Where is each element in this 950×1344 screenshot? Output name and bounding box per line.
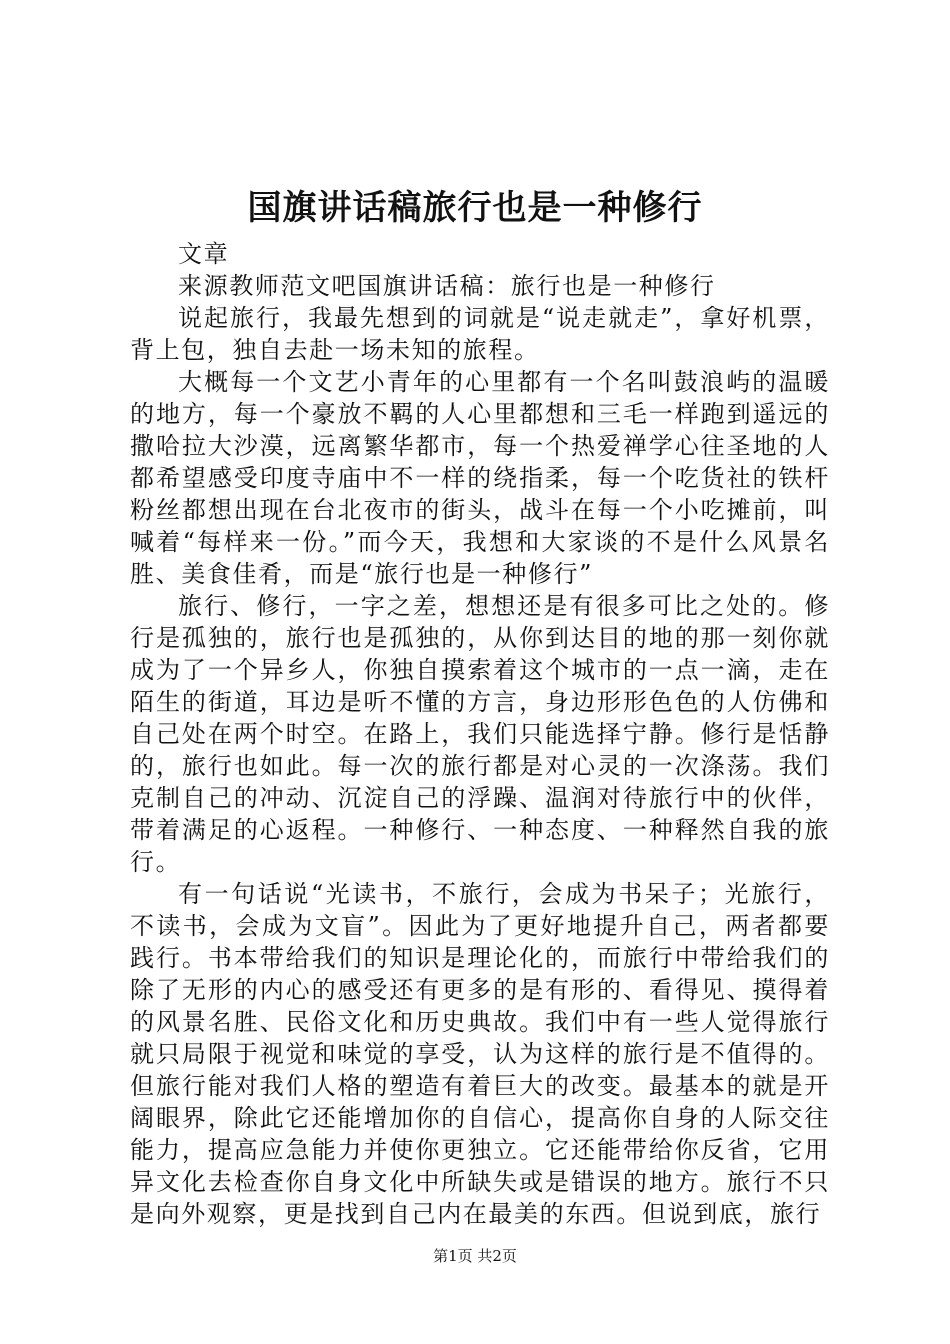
document-body (130, 238, 830, 1230)
paragraph-2: 来源教师范文吧国旗讲话稿：旅行也是一种修行 (178, 272, 716, 300)
paragraph-1: 文章 (178, 240, 230, 268)
page-number-footer: 第1页 共2页 (433, 1247, 517, 1265)
paragraph-4: 大概每一个文艺小青年的心里都有一个名叫鼓浪屿的温暖的地方，每一个豪放不羁的人心里都想和三毛一样跑到遥远的撒哈拉大沙漠，远离繁华都市，每一个热爱禅学心往圣地的人都希望感受印度寺庙中不一样的绕指柔，每一个吃货社的铁杆粉丝都想出现在台北夜市的街头，战斗在每一个小吃摊前，叫喊着“每样来一份。”而今天，我想和大家谈的不是什么风景名胜、美食佳肴，而是“旅行也是一种修行” (130, 368, 830, 588)
paragraph-3: 说起旅行，我最先想到的词就是“说走就走”，拿好机票，背上包，独自去赴一场未知的旅程。 (130, 304, 830, 364)
paragraph-5: 旅行、修行，一字之差，想想还是有很多可比之处的。修行是孤独的，旅行也是孤独的，从你到达目的地的那一刻你就成为了一个异乡人，你独自摸索着这个城市的一点一滴，走在陌生的街道，耳边是听不懂的方言，身边形形色色的人仿佛和自己处在两个时空。在路上，我们只能选择宁静。修行是恬静的，旅行也如此。每一次的旅行都是对心灵的一次涤荡。我们克制自己的冲动、沉淀自己的浮躁、温润对待旅行中的伙伴，带着满足的心返程。一种修行、一种态度、一种释然自我的旅行。 (130, 592, 830, 876)
document-title: 国旗讲话稿旅行也是一种修行 (247, 188, 703, 228)
paragraph-6: 有一句话说“光读书，不旅行，会成为书呆子；光旅行，不读书，会成为文盲”。因此为了更好地提升自己，两者都要践行。书本带给我们的知识是理论化的，而旅行中带给我们的除了无形的内心的感受还有更多的是有形的、看得见、摸得着的风景名胜、民俗文化和历史典故。我们中有一些人觉得旅行就只局限于视觉和味觉的享受，认为这样的旅行是不值得的。但旅行能对我们人格的塑造有着巨大的改变。最基本的就是开阔眼界，除此它还能增加你的自信心，提高你自身的人际交往能力，提高应急能力并使你更独立。它还能带给你反省，它用异文化去检查你自身文化中所缺失或是错误的地方。旅行不只是向外观察，更是找到自己内在最美的东西。但说到底，旅行 (130, 880, 830, 1228)
